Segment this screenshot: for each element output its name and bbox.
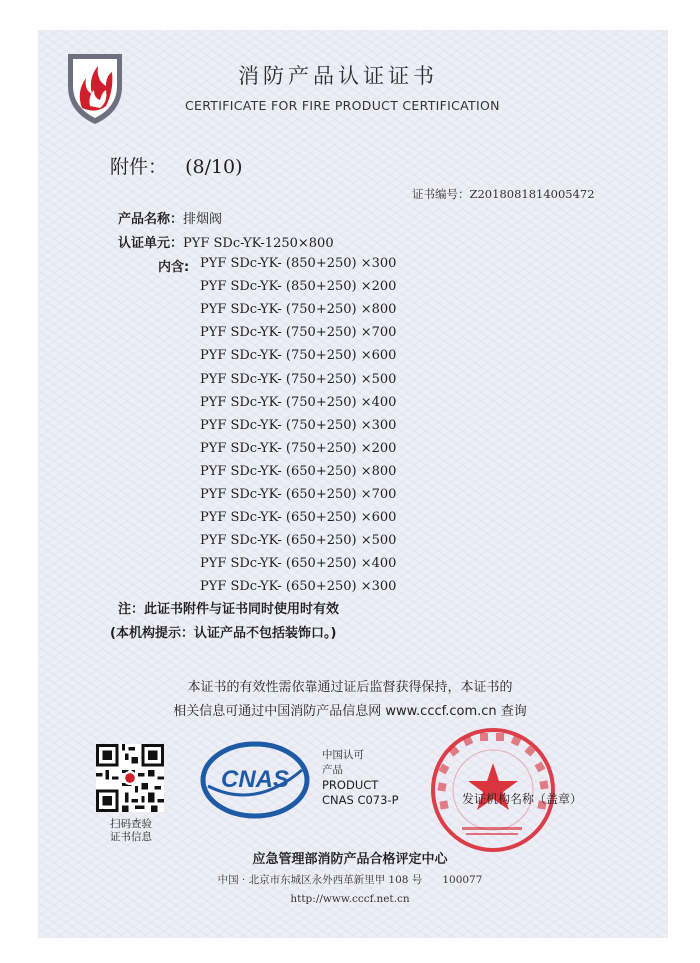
model-item: PYF SDc-YK- (850+250) ×200 bbox=[200, 279, 397, 295]
qr-code bbox=[96, 744, 164, 812]
issuer-seal-label: 发证机构名称（盖章） bbox=[462, 792, 583, 806]
certificate-title-cn: 消防产品认证证书 bbox=[238, 64, 438, 88]
model-item: PYF SDc-YK- (650+250) ×300 bbox=[200, 579, 397, 595]
model-item: PYF SDc-YK- (750+250) ×500 bbox=[200, 371, 397, 387]
certificate-title-en: CERTIFICATE FOR FIRE PRODUCT CERTIFICATION bbox=[185, 98, 500, 113]
appendix-indicator bbox=[110, 152, 243, 179]
organization-address: 中国 · 北京市东城区永外西革新里甲 108 号 100077 bbox=[217, 874, 483, 886]
note-institution-hint: (本机构提示：认证产品不包括装饰口。) bbox=[110, 626, 337, 641]
qr-caption bbox=[96, 818, 166, 844]
qr-caption-line1: 扫码查验 bbox=[110, 818, 152, 830]
issuing-organization: 应急管理部消防产品合格评定中心 bbox=[252, 852, 448, 867]
qr-caption-line2: 证书信息 bbox=[110, 831, 152, 843]
appendix-page: (8/10) bbox=[185, 156, 243, 178]
accred-line4: CNAS C073-P bbox=[322, 793, 399, 807]
fire-shield-logo bbox=[60, 46, 130, 126]
model-item: PYF SDc-YK- (750+250) ×700 bbox=[200, 325, 397, 341]
cert-no-value: Z2018081814005472 bbox=[469, 187, 595, 201]
cert-unit-value: PYF SDc-YK-1250×800 bbox=[183, 236, 334, 251]
accred-line2: 产品 bbox=[322, 764, 343, 776]
model-item: PYF SDc-YK- (750+250) ×800 bbox=[200, 302, 397, 318]
note-validity-appendix: 注：此证书附件与证书同时使用时有效 bbox=[118, 602, 340, 617]
model-item: PYF SDc-YK- (750+250) ×600 bbox=[200, 348, 397, 364]
model-item: PYF SDc-YK- (650+250) ×800 bbox=[200, 463, 397, 479]
cnas-logo-text: CNAS bbox=[220, 766, 290, 793]
product-name-row bbox=[118, 208, 222, 227]
model-item: PYF SDc-YK- (750+250) ×200 bbox=[200, 440, 397, 456]
model-item: PYF SDc-YK- (650+250) ×700 bbox=[200, 487, 397, 502]
cert-unit-label: 认证单元： bbox=[118, 236, 184, 251]
model-item: PYF SDc-YK- (750+250) ×400 bbox=[200, 394, 397, 410]
model-item: PYF SDc-YK- (650+250) ×500 bbox=[200, 533, 397, 549]
accreditation-info bbox=[322, 748, 399, 808]
product-name-label: 产品名称： bbox=[118, 212, 184, 227]
accred-line1: 中国认可 bbox=[322, 749, 364, 761]
model-item: PYF SDc-YK- (650+250) ×600 bbox=[200, 510, 397, 526]
certificate-number bbox=[412, 186, 595, 202]
cert-no-label: 证书编号： bbox=[412, 187, 470, 201]
validity-statement-line1: 本证书的有效性需依靠通过证后监督获得保持，本证书的 bbox=[187, 680, 513, 695]
appendix-label: 附件： bbox=[110, 156, 168, 178]
model-item: PYF SDc-YK- (750+250) ×300 bbox=[200, 417, 397, 433]
product-name-value: 排烟阀 bbox=[183, 212, 223, 227]
accred-line3: PRODUCT bbox=[322, 778, 379, 792]
cnas-logo bbox=[200, 740, 310, 820]
validity-statement-line2: 相关信息可通过中国消防产品信息网 www.cccf.com.cn 查询 bbox=[173, 704, 527, 719]
model-item: PYF SDc-YK- (650+250) ×400 bbox=[200, 556, 397, 572]
model-item: PYF SDc-YK- (850+250) ×300 bbox=[200, 256, 397, 271]
cert-unit-row bbox=[118, 232, 334, 251]
contains-label: 内含: bbox=[158, 260, 190, 275]
organization-website: http://www.cccf.net.cn bbox=[290, 893, 410, 905]
